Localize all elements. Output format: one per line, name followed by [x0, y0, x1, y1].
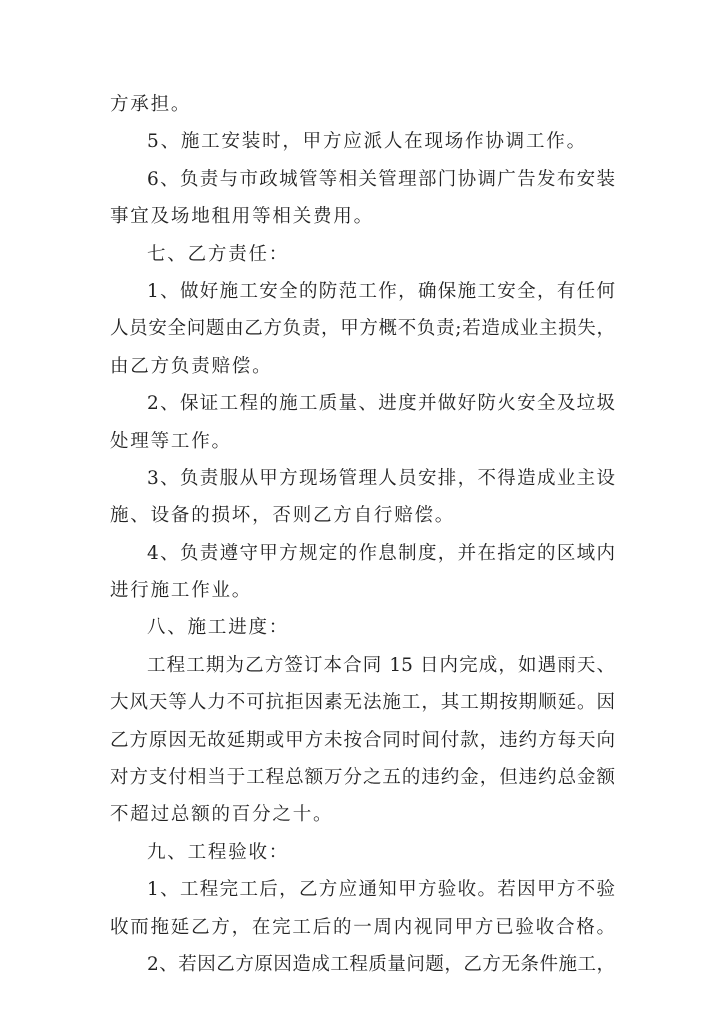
section-heading-7: 七、乙方责任： [147, 243, 290, 265]
clause-4-line: 4、负责遵守甲方规定的作息制度，并在指定的区域内 [147, 542, 615, 564]
text-line: 施、设备的损坏，否则乙方自行赔偿。 [110, 505, 456, 527]
text-line: 对方支付相当于工程总额万分之五的违约金，但违约总金额 [110, 767, 615, 789]
section-heading-9: 九、工程验收： [147, 841, 290, 863]
text-line: 处理等工作。 [110, 430, 232, 452]
clause-2-line: 2、保证工程的施工质量、进度并做好防火安全及垃圾 [147, 393, 615, 415]
text-line: 人员安全问题由乙方负责，甲方概不负责;若造成业主损失， [110, 318, 615, 340]
text-line: 收而拖延乙方，在完工后的一周内视同甲方已验收合格。 [110, 916, 615, 938]
clause-1-line: 1、做好施工安全的防范工作，确保施工安全，有任何 [147, 280, 615, 302]
clause-3-line: 3、负责服从甲方现场管理人员安排，不得造成业主设 [147, 467, 615, 489]
text-line: 由乙方负责赔偿。 [110, 355, 273, 377]
section-heading-8: 八、施工进度： [147, 617, 290, 639]
text-line: 事宜及场地租用等相关费用。 [110, 206, 374, 228]
text-line: 大风天等人力不可抗拒因素无法施工，其工期按期顺延。因 [110, 692, 615, 714]
text-line: 进行施工作业。 [110, 580, 253, 602]
text-line: 不超过总额的百分之十。 [110, 804, 334, 826]
text-line: 乙方原因无故延期或甲方未按合同时间付款，违约方每天向 [110, 729, 615, 751]
clause-6-line: 6、负责与市政城管等相关管理部门协调广告发布安装 [147, 168, 615, 190]
clause-5-line: 5、施工安装时，甲方应派人在现场作协调工作。 [147, 131, 587, 153]
text-line: 方承担。 [110, 94, 192, 115]
document-body [110, 86, 615, 983]
clause-1-line: 1、工程完工后，乙方应通知甲方验收。若因甲方不验 [147, 879, 615, 901]
clause-2-line: 2、若因乙方原因造成工程质量问题，乙方无条件施工， [147, 953, 615, 975]
schedule-line: 工程工期为乙方签订本合同 15 日内完成，如遇雨天、 [147, 654, 615, 676]
